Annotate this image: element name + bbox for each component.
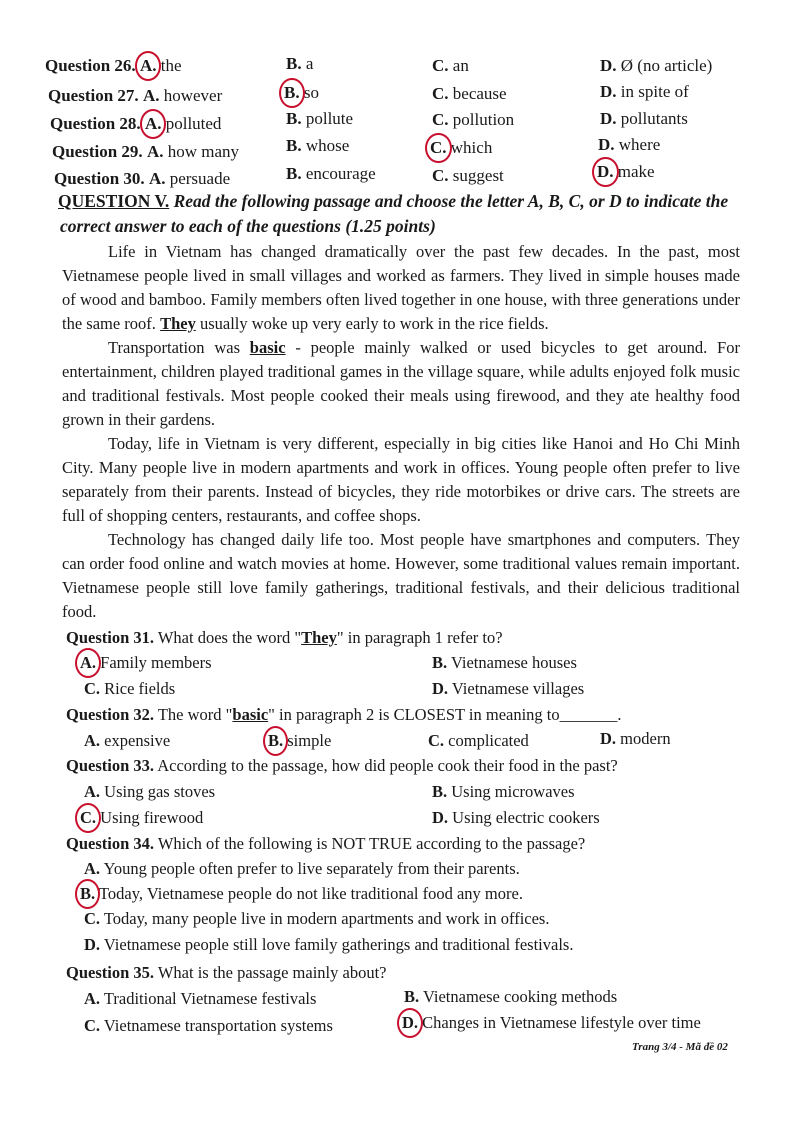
option-a-letter[interactable]: A. bbox=[142, 86, 160, 105]
question-27-row bbox=[48, 86, 222, 106]
option-d-letter[interactable]: D. bbox=[600, 82, 617, 101]
stem-text: What is the passage mainly about? bbox=[154, 963, 387, 982]
question-26-c bbox=[432, 56, 469, 76]
option-b-text: a bbox=[305, 54, 314, 73]
option-b-circled[interactable]: B. bbox=[80, 884, 96, 903]
stem-text-end: " in paragraph 2 is CLOSEST in meaning to_______. bbox=[268, 705, 622, 724]
question-35-option-d[interactable] bbox=[402, 1013, 701, 1033]
question-label: Question 27. bbox=[48, 86, 139, 105]
question-30-c bbox=[432, 166, 504, 186]
stem-text-end: " in paragraph 1 refer to? bbox=[336, 628, 503, 647]
question-29-c bbox=[430, 138, 492, 158]
option-a-text: expensive bbox=[104, 731, 171, 750]
option-a-text: the bbox=[160, 56, 182, 75]
option-d-letter[interactable]: D. bbox=[600, 729, 617, 748]
option-a-text: Young people often prefer to live separately from their parents. bbox=[103, 859, 520, 878]
option-c-text: complicated bbox=[448, 731, 529, 750]
option-d-circled[interactable]: D. bbox=[402, 1013, 419, 1032]
option-a-text: Family members bbox=[100, 653, 212, 672]
question-label: Question 32. bbox=[66, 705, 155, 724]
question-label: Question 30. bbox=[54, 169, 145, 188]
option-a-text: Traditional Vietnamese festivals bbox=[103, 989, 317, 1008]
question-34-option-c[interactable] bbox=[84, 909, 549, 929]
option-a-letter[interactable]: A. bbox=[84, 859, 101, 878]
option-d-letter[interactable]: D. bbox=[84, 935, 101, 954]
option-d-letter[interactable]: D. bbox=[432, 679, 449, 698]
question-32-stem bbox=[66, 705, 622, 725]
question-33-option-a[interactable] bbox=[84, 782, 215, 802]
question-label: Question 29. bbox=[52, 142, 143, 161]
option-c-text: an bbox=[452, 56, 469, 75]
section-v-heading bbox=[58, 191, 728, 212]
question-32-option-a[interactable] bbox=[84, 731, 170, 751]
option-c-letter[interactable]: C. bbox=[428, 731, 445, 750]
option-b-letter[interactable]: B. bbox=[432, 782, 448, 801]
option-d-text: Vietnamese people still love family gatherings and traditional festivals. bbox=[103, 935, 574, 954]
question-31-stem bbox=[66, 628, 503, 648]
question-29-b bbox=[286, 136, 349, 156]
question-30-b bbox=[286, 164, 376, 184]
option-d-text: Vietnamese villages bbox=[451, 679, 585, 698]
option-a-letter[interactable]: A. bbox=[146, 142, 164, 161]
question-label: Question 35. bbox=[66, 963, 155, 982]
question-28-d bbox=[600, 109, 688, 129]
section-v-instruction-1: Read the following passage and choose the letter A, B, C, or D to indicate the bbox=[173, 191, 729, 211]
question-33-option-b[interactable] bbox=[432, 782, 575, 802]
option-a-text: Using gas stoves bbox=[104, 782, 216, 801]
stem-text: What does the word " bbox=[154, 628, 302, 647]
option-c-letter[interactable]: C. bbox=[432, 56, 449, 75]
option-c-text: which bbox=[450, 138, 493, 157]
option-c-letter[interactable]: C. bbox=[84, 1016, 101, 1035]
option-a-text: persuade bbox=[169, 169, 231, 188]
option-c-text: Rice fields bbox=[104, 679, 176, 698]
stem-text: Which of the following is NOT TRUE according to the passage? bbox=[154, 834, 586, 853]
question-31-option-c[interactable] bbox=[84, 679, 175, 699]
question-34-option-b[interactable] bbox=[80, 884, 523, 904]
paragraph-2-lead: Transportation was bbox=[108, 338, 250, 357]
keyword-basic: basic bbox=[249, 338, 286, 357]
paragraph-3: Today, life in Vietnam is very different, especially in big cities like Hanoi and Ho Chi Minh City. Many people live in modern apartments and work in offices. Young people often prefer to live separately from their parents. Instead of bicycles, they ride motorbikes or drive cars. The streets are full of shopping centers, restaurants, and coffee shops. bbox=[62, 434, 740, 525]
stem-keyword: basic bbox=[232, 705, 269, 724]
stem-text: According to the passage, how did people cook their food in the past? bbox=[154, 756, 618, 775]
question-33-option-c[interactable] bbox=[80, 808, 203, 828]
option-d-text: modern bbox=[620, 729, 671, 748]
option-b-text: so bbox=[303, 83, 319, 102]
question-31-option-b[interactable] bbox=[432, 653, 577, 673]
question-29-row bbox=[52, 142, 239, 162]
question-27-b bbox=[284, 83, 319, 103]
question-34-option-d[interactable] bbox=[84, 935, 573, 955]
question-31-option-a[interactable] bbox=[80, 653, 212, 673]
question-30-d bbox=[597, 162, 655, 182]
paragraph-1 bbox=[62, 240, 740, 336]
page-footer: Trang 3/4 - Mã đề 02 bbox=[632, 1041, 728, 1053]
question-33-stem bbox=[66, 756, 618, 776]
question-label: Question 26. bbox=[45, 56, 136, 75]
option-b-letter[interactable]: B. bbox=[404, 987, 420, 1006]
question-label: Question 28. bbox=[50, 114, 141, 133]
option-b-letter[interactable]: B. bbox=[432, 653, 448, 672]
question-32-option-d[interactable] bbox=[600, 729, 671, 749]
question-label: Question 33. bbox=[66, 756, 155, 775]
option-b-letter[interactable]: B. bbox=[286, 109, 302, 128]
option-d-letter[interactable]: D. bbox=[600, 109, 617, 128]
option-c-circled[interactable]: C. bbox=[430, 138, 447, 157]
question-35-option-b[interactable] bbox=[404, 987, 617, 1007]
option-b-text: Vietnamese cooking methods bbox=[422, 987, 618, 1006]
option-b-text: pollute bbox=[305, 109, 354, 128]
question-26-b bbox=[286, 54, 313, 74]
question-26-row bbox=[45, 56, 182, 76]
option-d-text: Ø (no article) bbox=[620, 56, 713, 75]
option-c-letter[interactable]: C. bbox=[84, 679, 101, 698]
section-v-instruction-2: correct answer to each of the questions (1.25 points) bbox=[60, 216, 436, 236]
section-v-title: QUESTION V. bbox=[58, 191, 170, 211]
question-27-d bbox=[600, 82, 689, 102]
option-a-letter[interactable]: A. bbox=[148, 169, 166, 188]
option-a-text: polluted bbox=[165, 114, 222, 133]
option-b-text: whose bbox=[305, 136, 350, 155]
option-b-text: encourage bbox=[305, 164, 376, 183]
option-b-text: Vietnamese houses bbox=[450, 653, 577, 672]
option-d-text: pollutants bbox=[620, 109, 688, 128]
question-label: Question 31. bbox=[66, 628, 155, 647]
paragraph-2-text: - people mainly walked or used bicycles to get around. For entertainment, children played traditional games in the village square, while adults enjoyed folk music and traditional festivals. Most people cooked their meals using firewood, and they ate healthy food grown in their gardens. bbox=[62, 338, 740, 429]
option-d-text: Using electric cookers bbox=[452, 808, 600, 827]
option-c-circled[interactable]: C. bbox=[80, 808, 97, 827]
option-b-text: Today, Vietnamese people do not like traditional food any more. bbox=[98, 884, 523, 903]
reading-passage bbox=[62, 240, 740, 624]
option-b-letter[interactable]: B. bbox=[286, 54, 302, 73]
option-a-letter[interactable]: A. bbox=[84, 731, 101, 750]
question-26-d bbox=[600, 56, 712, 76]
option-a-text: however bbox=[163, 86, 223, 105]
option-d-letter[interactable]: D. bbox=[600, 56, 617, 75]
option-b-text: Using microwaves bbox=[451, 782, 575, 801]
option-a-text: how many bbox=[167, 142, 240, 161]
option-b-circled[interactable]: B. bbox=[268, 731, 284, 750]
question-34-stem bbox=[66, 834, 585, 854]
question-32-option-b[interactable] bbox=[268, 731, 331, 751]
option-c-text: pollution bbox=[452, 110, 515, 129]
question-29-d bbox=[598, 135, 660, 155]
option-d-text: where bbox=[618, 135, 661, 154]
question-28-c bbox=[432, 110, 514, 130]
option-d-letter[interactable]: D. bbox=[432, 808, 449, 827]
paragraph-2 bbox=[62, 336, 740, 432]
question-30-row bbox=[54, 169, 230, 189]
question-35-option-c[interactable] bbox=[84, 1016, 333, 1036]
option-c-text: suggest bbox=[452, 166, 504, 185]
paragraph-1-tail: usually woke up very early to work in the rice fields. bbox=[195, 314, 549, 333]
option-d-letter[interactable]: D. bbox=[598, 135, 615, 154]
option-c-text: Using firewood bbox=[100, 808, 204, 827]
question-35-option-a[interactable] bbox=[84, 989, 316, 1009]
question-27-c bbox=[432, 84, 507, 104]
stem-keyword: They bbox=[301, 628, 337, 647]
question-28-b bbox=[286, 109, 353, 129]
option-a-letter[interactable]: A. bbox=[84, 782, 101, 801]
keyword-they: They bbox=[160, 314, 196, 333]
paragraph-4: Technology has changed daily life too. Most people have smartphones and computers. They can order food online and watch movies at home. However, some traditional values remain important. Vietnamese people still love family gatherings, traditional festivals, and their delicious traditional food. bbox=[62, 530, 740, 621]
question-32-option-c[interactable] bbox=[428, 731, 529, 751]
question-28-row bbox=[50, 114, 221, 134]
question-33-option-d[interactable] bbox=[432, 808, 600, 828]
option-c-letter[interactable]: C. bbox=[432, 84, 449, 103]
option-a-letter[interactable]: A. bbox=[84, 989, 101, 1008]
option-c-letter[interactable]: C. bbox=[432, 110, 449, 129]
option-a-circled[interactable]: A. bbox=[80, 653, 97, 672]
question-34-option-a[interactable] bbox=[84, 859, 520, 879]
option-a-circled[interactable]: A. bbox=[139, 56, 157, 75]
option-b-letter[interactable]: B. bbox=[286, 136, 302, 155]
section-v-instruction-line2 bbox=[60, 216, 436, 237]
option-c-letter[interactable]: C. bbox=[432, 166, 449, 185]
option-a-circled[interactable]: A. bbox=[144, 114, 162, 133]
option-c-text: Today, many people live in modern apartments and work in offices. bbox=[103, 909, 550, 928]
option-d-text: in spite of bbox=[620, 82, 689, 101]
option-c-letter[interactable]: C. bbox=[84, 909, 101, 928]
paragraph-1-text: Life in Vietnam has changed dramatically over the past few decades. In the past, most Vietnamese people lived in small villages and worked as farmers. They lived in simple houses made of wood and bamboo. Family members often lived together in one house, with three generations under the same roof. bbox=[62, 242, 740, 333]
option-d-circled[interactable]: D. bbox=[597, 162, 614, 181]
question-label: Question 34. bbox=[66, 834, 155, 853]
question-35-stem bbox=[66, 963, 386, 983]
stem-text: The word " bbox=[154, 705, 233, 724]
question-31-option-d[interactable] bbox=[432, 679, 584, 699]
option-b-text: simple bbox=[287, 731, 332, 750]
option-b-letter[interactable]: B. bbox=[286, 164, 302, 183]
option-b-circled[interactable]: B. bbox=[284, 83, 300, 102]
option-d-text: make bbox=[617, 162, 655, 181]
option-c-text: Vietnamese transportation systems bbox=[103, 1016, 333, 1035]
option-d-text: Changes in Vietnamese lifestyle over time bbox=[422, 1013, 701, 1032]
option-c-text: because bbox=[452, 84, 507, 103]
